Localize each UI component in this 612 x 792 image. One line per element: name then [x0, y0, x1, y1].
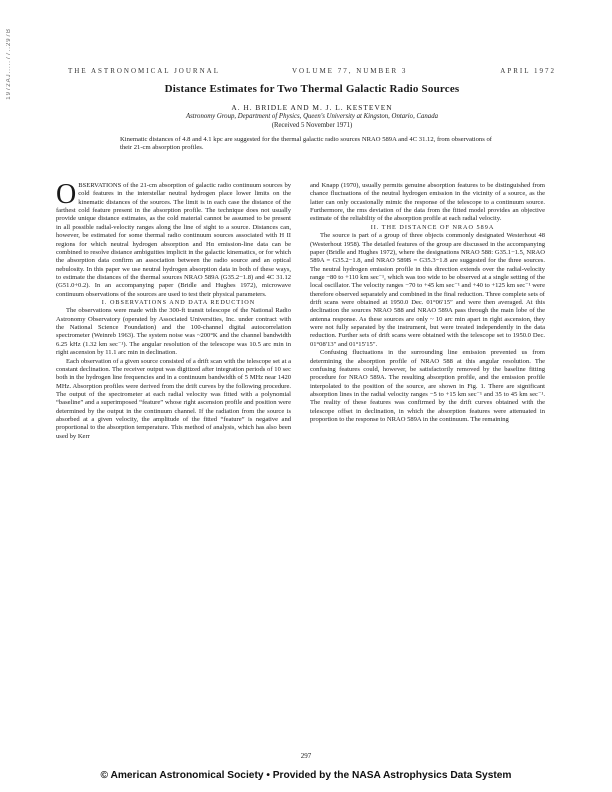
journal-name: THE ASTRONOMICAL JOURNAL	[68, 67, 220, 75]
article-title: Distance Estimates for Two Thermal Galactic Radio Sources	[164, 83, 460, 95]
issue-date: APRIL 1972	[500, 67, 556, 75]
author-affiliation: Astronomy Group, Department of Physics, Queen's University at Kingston, Ontario, Canada	[185, 113, 439, 120]
drop-cap: O	[56, 179, 77, 210]
intro-first-word: BSERVATIONS	[78, 182, 122, 189]
section-heading-distance: II. THE DISTANCE OF NRAO 589A	[370, 223, 495, 231]
received-date: (Received 5 November 1971)	[271, 122, 353, 129]
body-paragraph: Confusing fluctuations in the surrounding line emission prevented us from determining the absorption profile of NRAO 588 at this angular resolution. The confusing features could, however, be satisfactorily removed by the baseline fitting procedure for NRAO 589A. The resulting absorption profile, and the emission profile interpolated to the position of the source, are shown in Fig. 1. There are significant absorption lines in the radial velocity ranges −5 to +15 km sec⁻¹ and 35 to 45 km sec⁻¹. The reality of these features was confirmed by the drift curves obtained with the telescope offset in declination, in which the absorption features were attenuated in proportion to the response to NRAO 589A in the continuum. The remaining	[310, 349, 545, 424]
intro-paragraph	[56, 179, 291, 299]
body-paragraph: The source is part of a group of three objects commonly designated Westerhout 48 (Westerhout 1958). The detailed features of the group are discussed in the accompanying paper (Bridle and Hughes 1972), where the designations NRAO 588: G35.1−1.5, NRAO 589A = G35.2−1.8, and NRAO 589B = G35.3−1.8 are suggested for the three sources. The neutral hydrogen emission profile in this direction extends over the radial-velocity range −80 to +110 km sec⁻¹, which was too wide to be observed at a single setting of the local oscillator. The velocity ranges −70 to +45 km sec⁻¹ and +40 to +125 km sec⁻¹ were therefore observed separately and combined in the final reduction. Three complete sets of drift scans were obtained at 1950.0 Dec. 01°06′15″ and were then averaged. At this declination the sources NRAO 588 and NRAO 589A pass through the main lobe of the antenna response. As these sources are only ~ 10 arc min apart in right ascension, they were not fully separated by the instrument, but were treated independently in the data reduction. Further sets of drift scans were obtained with the telescope set to 1950.0 Dec. 01°08′13″ and 01°15′15″.	[310, 232, 545, 348]
volume-number: VOLUME 77, NUMBER 3	[292, 67, 408, 75]
bibcode-stamp: 1972AJ.....77..297B	[6, 28, 12, 100]
left-column	[56, 179, 291, 441]
abstract: Kinematic distances of 4.8 and 4.1 kpc are suggested for the thermal galactic radio sources NRAO 589A and 4C 31.12, from observations of their 21-cm absorption profiles.	[120, 136, 492, 152]
article-authors: A. H. BRIDLE AND M. J. L. KESTEVEN	[231, 103, 393, 112]
page-number: 297	[300, 752, 312, 760]
body-paragraph: and Knapp (1970), usually permits genuine absorption features to be distinguished from chance fluctuations of the neutral hydrogen emission in the vicinity of a source, as the latter can only occasionally mimic the response of the telescope to a continuum source. Furthermore, the rms deviation of the data from the fitted model provides an objective estimate of the reliability of the absorption profile at each radial velocity.	[310, 182, 545, 223]
body-paragraph: The observations were made with the 300-ft transit telescope of the National Radio Astronomy Observatory (operated by Associated Universities, Inc. under contract with the National Science Foundation) and the 100-channel digital autocorrelation spectrometer (Weinreb 1963). The system noise was ~200°K and the channel bandwidth 6.25 kHz (1.32 km sec⁻¹). The angular resolution of the telescope was 10.5 arc min in right ascension by 11.1 arc min in declination.	[56, 307, 291, 357]
ads-footer: © American Astronomical Society • Provided by the NASA Astrophysics Data System	[100, 770, 512, 781]
body-paragraph: Each observation of a given source consisted of a drift scan with the telescope set at a constant declination. The receiver output was digitized after integration periods of 10 sec both in the hydrogen line frequencies and in a continuum bandwidth of 5 MHz near 1420 MHz. Absorption profiles were derived from the drift curves by the following procedure. The output of the spectrometer at each radial velocity was fitted with a polynomial “baseline” and a superimposed “feature” whose right ascension profile and position were determined by the output in the continuum channel. If the radiation from the source is absorbed at a given velocity, the amplitude of the fitted “feature” is negative and proportional to the absorption temperature. This method of analysis, which has also been used by Kerr	[56, 357, 291, 440]
running-head	[68, 67, 556, 77]
section-heading-observations: I. OBSERVATIONS AND DATA REDUCTION	[101, 299, 256, 307]
right-column	[310, 182, 545, 424]
intro-text: of the 21-cm absorption of galactic radio continuum sources by cold features in the interstellar neutral hydrogen place lower limits on the kinematic distances of the sources. The limit is in each case the distance of the farthest cold feature present in the absorption profile. The technique does not usually provide unique distance estimates, as the cold material cannot be assumed to be present in all possible radial-velocity ranges along the line of sight to a source. Distances can, however, be estimated for some thermal radio continuum sources associated with H II regions for which neutral hydrogen absorption and Hα emission-line data can be combined to resolve distance ambiguities implicit in the galactic kinematics, or for which the absorption data confirm an association between the radio source and an optical nebulosity. In this paper we use neutral hydrogen absorption data in both of these ways, to estimate the distances of the thermal sources NRAO 589A (G35.2−1.8) and 4C 31.12 (G51.0+0.2). In an accompanying paper (Bridle and Hughes 1972), microwave continuum observations of the sources are used to test their physical parameters.	[56, 182, 291, 298]
